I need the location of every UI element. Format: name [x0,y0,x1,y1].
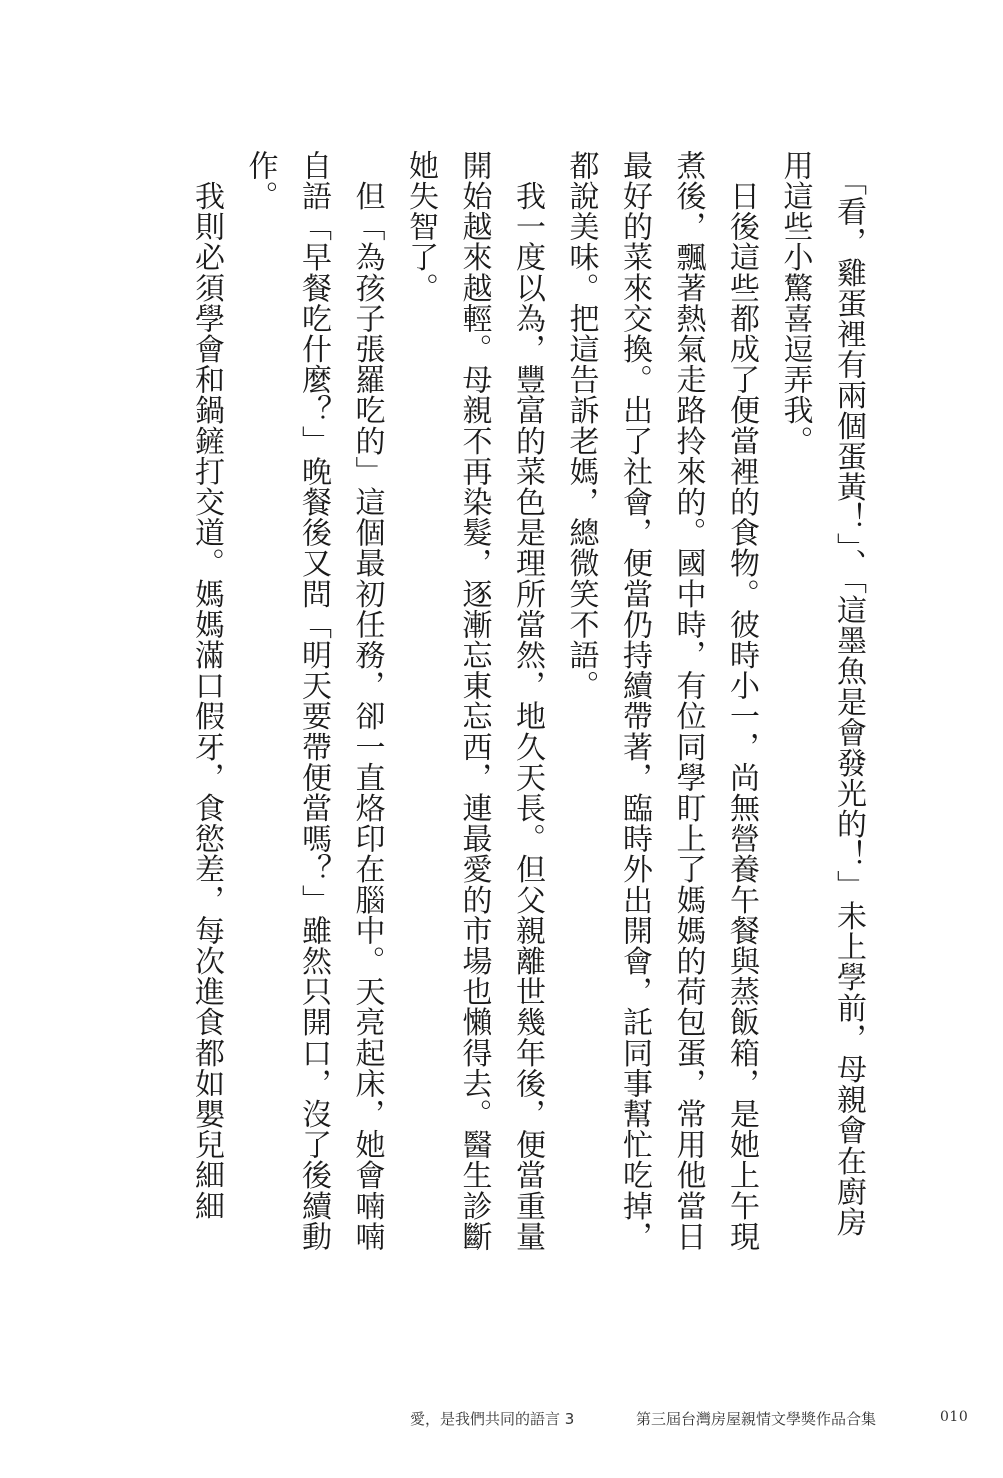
series-title: 愛，是我們共同的語言 3 [410,1410,575,1428]
collection-title: 第三屆台灣房屋親情文學獎作品合集 [636,1410,877,1428]
paragraph-2: 日後這些都成了便當裡的食物。彼時小一，尚無營養午餐與蒸飯箱，是她上午現煮後，飄著熱氣走路拎來的。國中時，有位同學盯上了媽媽的荷包蛋，常用他當日最好的菜來交換。出了社會，便當仍持續帶著，臨時外出開會，託同事幫忙吃掉，都說美味。把這告訴老媽，總微笑不語。 [563,150,759,1252]
paragraph-1: 「看，雞蛋裡有兩個蛋黃！」、「這墨魚是會發光的！」未上學前，母親會在廚房用這些小驚喜逗弄我。 [777,150,866,1238]
page-footer [410,1408,970,1432]
paragraph-3: 我一度以為，豐富的菜色是理所當然，地久天長。但父親離世幾年後，便當重量開始越來越輕。母親不再染髮，逐漸忘東忘西，連最愛的市場也懶得去。醫生診斷她失智了。 [403,150,545,1252]
paragraph-5: 我則必須學會和鍋鏟打交道。媽媽滿口假牙，食慾差，每次進食都如嬰兒細細 [189,150,224,1221]
page-number: 010 [940,1409,969,1425]
paragraph-4: 但「為孩子張羅吃的」這個最初任務，卻一直烙印在腦中。天亮起床，她會喃喃自語「早餐吃什麼？」晚餐後又問「明天要帶便當嗎？」雖然只開口，沒了後續動作。 [242,150,385,1252]
vertical-text-body [180,150,876,1260]
